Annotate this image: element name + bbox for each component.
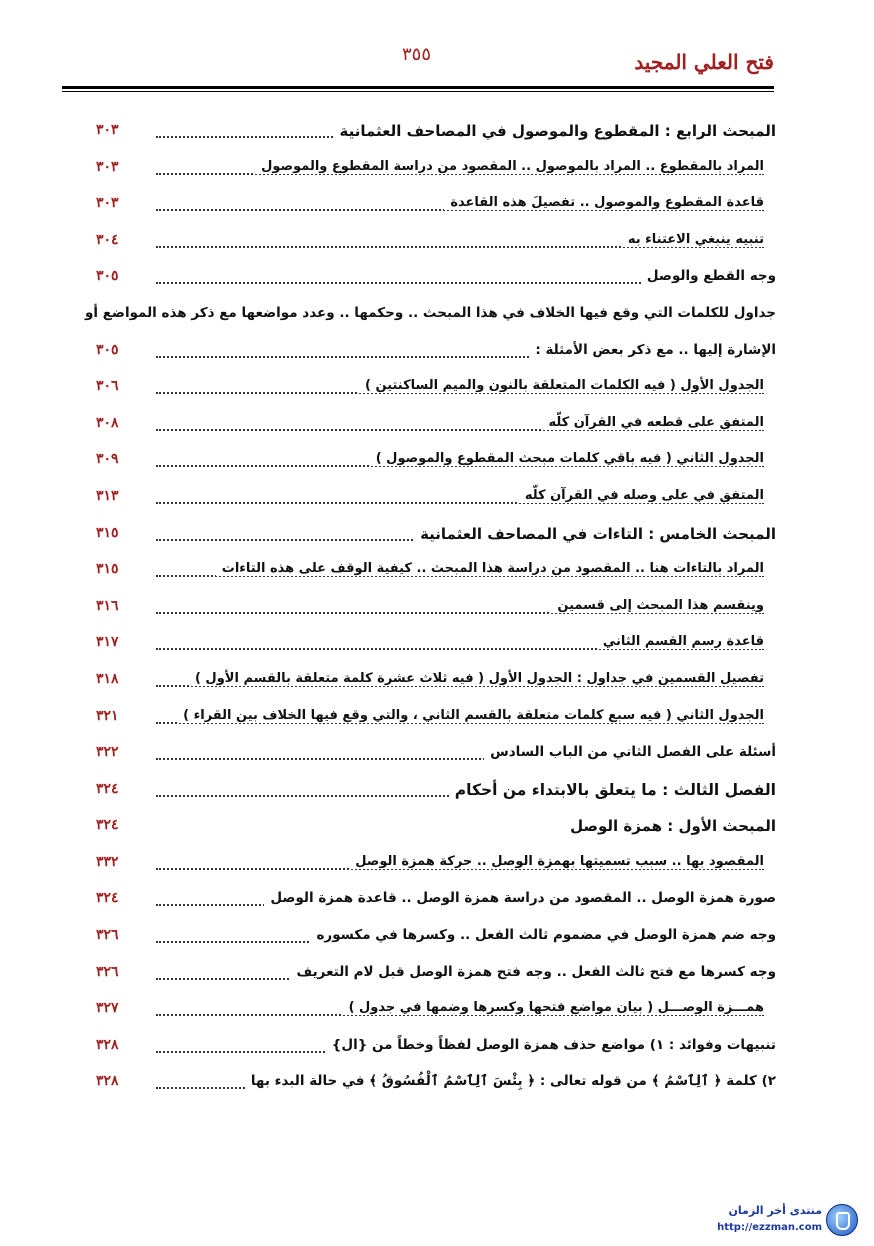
toc-entry-title: الفصل الثالث : ما يتعلق بالابتداء من أحكام [449, 781, 776, 799]
toc-entry-page: ٣١٧ [96, 634, 119, 651]
toc-entry-page: ٣١٥ [96, 524, 119, 541]
toc-entry-title: المتفق في على وصله في القرآن كلّه [519, 488, 764, 503]
toc-entry [96, 628, 776, 665]
toc-entry-page: ٣٠٨ [96, 414, 119, 431]
toc-entry [96, 555, 776, 592]
toc-entry-title: الجدول الأول ( فيه الكلمات المتعلقة بالنون والميم الساكنتين ) [359, 378, 764, 393]
toc-entry [96, 116, 776, 153]
toc-entry [96, 921, 776, 958]
toc-entry [96, 482, 776, 519]
header-rule-thick [62, 86, 774, 89]
toc-entry [96, 262, 776, 299]
toc-entry-title: جداول للكلمات التي وقع فيها الخلاف في هذا المبحث .. وحكمها .. وعدد مواضعها مع ذكر هذه المواضع أو [79, 305, 776, 321]
toc-entry [96, 775, 776, 812]
toc-entry [96, 445, 776, 482]
toc-entry-title: صورة همزة الوصل .. المقصود من دراسة همزة الوصل .. قاعدة همزة الوصل [264, 890, 776, 906]
toc-entry-title: الجدول الثاني ( فيه سبع كلمات متعلقة بالقسم الثاني ، والتي وقع فيها الخلاف بين القراء ) [177, 708, 764, 723]
toc-entry-page: ٣٢٨ [96, 1036, 119, 1053]
toc-entry-title: تنبيهات وفوائد : ١) مواضع حذف همزة الوصل لفظاً وخطاً من {ال} [326, 1037, 776, 1053]
toc-entry [96, 189, 776, 226]
toc-entry [96, 226, 776, 263]
forum-watermark [692, 1200, 862, 1240]
toc-entry [96, 409, 776, 446]
toc-entry-page: ٣٢٦ [96, 963, 119, 980]
toc-entry-page: ٣٠٩ [96, 451, 119, 468]
toc-entry-page: ٣٢١ [96, 707, 119, 724]
toc-entry-title: أسئلة على الفصل الثاني من الباب السادس [484, 744, 776, 760]
forum-url[interactable]: http://ezzman.com [717, 1222, 822, 1233]
toc-entry [96, 884, 776, 921]
toc-entry-title: المراد بالتاءات هنا .. المقصود من دراسة هذا المبحث .. كيفية الوقف على هذه التاءات [216, 561, 764, 576]
toc-entry-page: ٣٠٥ [96, 341, 119, 358]
table-of-contents [84, 116, 776, 1104]
toc-entry-title: الإشارة إليها .. مع ذكر بعض الأمثلة : [529, 342, 776, 358]
toc-entry-page: ٣١٨ [96, 670, 119, 687]
toc-entry [96, 848, 776, 885]
toc-entry [96, 665, 776, 702]
toc-entry [96, 1031, 776, 1068]
forum-name: منتدى أخر الزمان [728, 1204, 822, 1217]
toc-entry-page: ٣٢٤ [96, 890, 119, 907]
book-title: فتح العلي المجيد [634, 50, 774, 74]
toc-entry-title: الجدول الثاني ( فيه باقي كلمات مبحث المقطوع والموصول ) [370, 451, 764, 466]
toc-entry-page: ٣٢٢ [96, 744, 119, 761]
toc-entry-page: ٣٢٨ [96, 1073, 119, 1090]
toc-entry-title: تنبيه ينبغي الاعتناء به [622, 232, 764, 247]
header-rule-thin [62, 91, 774, 92]
toc-entry-title: همـــزة الوصـــل ( بيان مواضع فتحها وكسرها وضمها في جدول ) [343, 1000, 764, 1015]
toc-entry-title: قاعدة رسم القسم الثاني [597, 634, 764, 649]
toc-entry [96, 994, 776, 1031]
toc-entry [96, 153, 776, 190]
toc-entry-page: ٣٠٦ [96, 378, 119, 395]
forum-logo-icon [826, 1204, 858, 1236]
page-number: ٣٥٥ [402, 44, 432, 65]
toc-entry [96, 372, 776, 409]
toc-entry-title: المبحث الخامس : التاءات في المصاحف العثمانية [414, 525, 776, 543]
page-header [62, 36, 774, 90]
toc-entry-page: ٣٢٤ [96, 780, 119, 797]
toc-entry [96, 592, 776, 629]
toc-entry [96, 958, 776, 995]
toc-entry [96, 519, 776, 556]
toc-entry [96, 336, 776, 373]
toc-entry [84, 299, 776, 336]
toc-entry [96, 811, 776, 848]
toc-entry-page: ٣٠٥ [96, 268, 119, 285]
toc-entry-title: المقصود بها .. سبب تسميتها بهمزة الوصل .. حركة همزة الوصل [349, 854, 764, 869]
toc-entry-title: وينقسم هذا المبحث إلى قسمين [551, 598, 764, 613]
toc-entry-page: ٣٠٣ [96, 122, 119, 138]
toc-entry-page: ٣٢٤ [96, 817, 119, 834]
toc-entry-title: وجه القطع والوصل [641, 268, 776, 284]
toc-entry-page: ٣٠٣ [96, 158, 119, 175]
toc-entry-title: تفصيل القسمين في جداول : الجدول الأول ( فيه ثلاث عشرة كلمة متعلقة بالقسم الأول ) [189, 671, 764, 686]
toc-entry [96, 738, 776, 775]
toc-entry-title: المبحث الأول : همزة الوصل [564, 817, 776, 835]
toc-entry-title: المتفق على قطعه في القرآن كلّه [542, 415, 764, 430]
toc-entry-title: وجه كسرها مع فتح ثالث الفعل .. وجه فتح همزة الوصل قبل لام التعريف [291, 964, 776, 980]
toc-entry-page: ٣١٣ [96, 487, 119, 504]
toc-entry-title: قاعدة المقطوع والموصول .. تفصيلَ هذه القاعدة [444, 195, 764, 210]
toc-entry-title: وجه ضم همزة الوصل في مضموم ثالث الفعل .. وكسرها في مكسوره [310, 927, 776, 943]
toc-entry-page: ٣١٥ [96, 561, 119, 578]
toc-entry-title: المراد بالمقطوع .. المراد بالموصول .. المقصود من دراسة المقطوع والموصول [255, 159, 764, 174]
toc-entry-page: ٣٠٤ [96, 231, 119, 248]
toc-entry-page: ٣٠٣ [96, 195, 119, 212]
toc-entry [96, 702, 776, 739]
toc-entry [96, 1067, 776, 1104]
toc-entry-page: ٣١٦ [96, 597, 119, 614]
toc-entry-title: المبحث الرابع : المقطوع والموصول في المصاحف العثمانية [333, 122, 776, 140]
toc-entry-page: ٣٣٢ [96, 853, 119, 870]
toc-entry-page: ٣٢٦ [96, 927, 119, 944]
toc-entry-title: ٢) كلمة ﴿ ٱلِٱسْمُ ﴾ من قوله تعالى : ﴿ بِئْسَ ٱلِٱسْمُ ٱلْفُسُوقُ ﴾ في حالة البدء بها [245, 1073, 776, 1089]
toc-entry-page: ٣٢٧ [96, 1000, 119, 1017]
